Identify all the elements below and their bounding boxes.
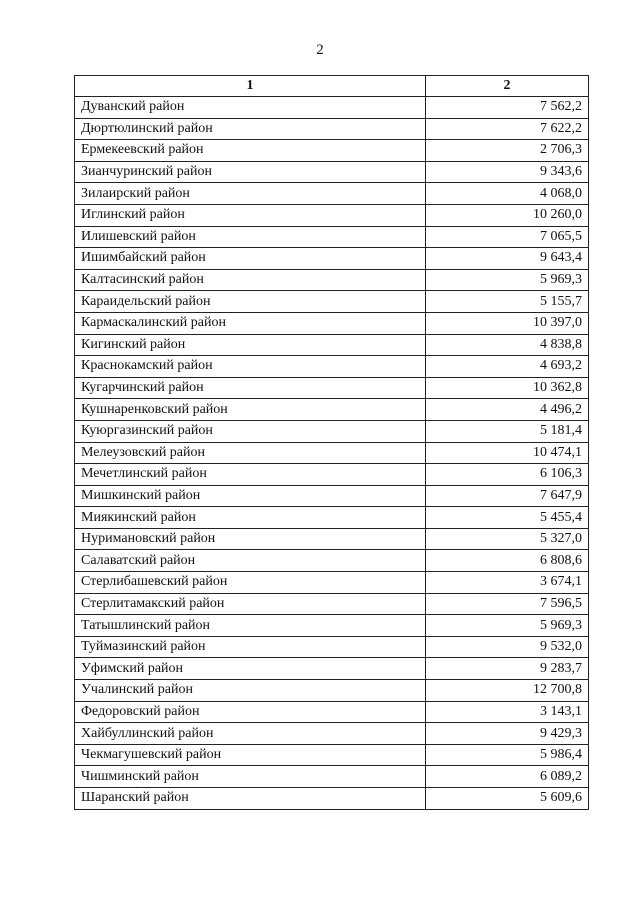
- value-cell: 7 065,5: [426, 226, 589, 248]
- district-name-cell: Ишимбайский район: [75, 248, 426, 270]
- district-name-cell: Хайбуллинский район: [75, 723, 426, 745]
- column-header-2: 2: [426, 76, 589, 97]
- table-row: [75, 356, 589, 378]
- table-row: [75, 615, 589, 637]
- value-cell: 5 969,3: [426, 269, 589, 291]
- district-name-cell: Калтасинский район: [75, 269, 426, 291]
- value-cell: 9 532,0: [426, 636, 589, 658]
- district-name-cell: Стерлибашевский район: [75, 572, 426, 594]
- table-row: [75, 572, 589, 594]
- table-row: [75, 377, 589, 399]
- value-cell: 5 455,4: [426, 507, 589, 529]
- district-name-cell: Чекмагушевский район: [75, 744, 426, 766]
- value-cell: 4 068,0: [426, 183, 589, 205]
- table-row: [75, 744, 589, 766]
- value-cell: 9 429,3: [426, 723, 589, 745]
- district-name-cell: Куюргазинский район: [75, 420, 426, 442]
- value-cell: 7 622,2: [426, 118, 589, 140]
- value-cell: 2 706,3: [426, 140, 589, 162]
- district-name-cell: Кугарчинский район: [75, 377, 426, 399]
- district-name-cell: Туймазинский район: [75, 636, 426, 658]
- column-header-1: 1: [75, 76, 426, 97]
- district-name-cell: Иглинский район: [75, 204, 426, 226]
- table-row: [75, 442, 589, 464]
- table-row: [75, 248, 589, 270]
- table-row: [75, 97, 589, 119]
- page-number: 2: [316, 42, 324, 58]
- district-name-cell: Дюртюлинский район: [75, 118, 426, 140]
- value-cell: 10 362,8: [426, 377, 589, 399]
- district-name-cell: Краснокамский район: [75, 356, 426, 378]
- district-name-cell: Мишкинский район: [75, 485, 426, 507]
- district-name-cell: Миякинский район: [75, 507, 426, 529]
- district-name-cell: Кушнаренковский район: [75, 399, 426, 421]
- table-row: [75, 140, 589, 162]
- district-name-cell: Кармаскалинский район: [75, 312, 426, 334]
- table-row: [75, 636, 589, 658]
- district-name-cell: Учалинский район: [75, 680, 426, 702]
- table-row: [75, 593, 589, 615]
- value-cell: 10 474,1: [426, 442, 589, 464]
- table-row: [75, 528, 589, 550]
- district-name-cell: Дуванский район: [75, 97, 426, 119]
- value-cell: 3 674,1: [426, 572, 589, 594]
- table-row: [75, 507, 589, 529]
- value-cell: 7 562,2: [426, 97, 589, 119]
- table-body: [75, 97, 589, 810]
- district-name-cell: Караидельский район: [75, 291, 426, 313]
- table-row: [75, 204, 589, 226]
- table-row: [75, 464, 589, 486]
- value-cell: 9 283,7: [426, 658, 589, 680]
- district-name-cell: Стерлитамакский район: [75, 593, 426, 615]
- district-name-cell: Илишевский район: [75, 226, 426, 248]
- value-cell: 7 647,9: [426, 485, 589, 507]
- table-row: [75, 766, 589, 788]
- district-table: [74, 75, 589, 810]
- table-row: [75, 226, 589, 248]
- table-row: [75, 183, 589, 205]
- district-name-cell: Шаранский район: [75, 788, 426, 810]
- table-row: [75, 118, 589, 140]
- value-cell: 5 969,3: [426, 615, 589, 637]
- district-name-cell: Кигинский район: [75, 334, 426, 356]
- table-row: [75, 680, 589, 702]
- value-cell: 12 700,8: [426, 680, 589, 702]
- district-name-cell: Зианчуринский район: [75, 161, 426, 183]
- table-row: [75, 550, 589, 572]
- value-cell: 6 089,2: [426, 766, 589, 788]
- value-cell: 5 155,7: [426, 291, 589, 313]
- table-row: [75, 291, 589, 313]
- value-cell: 6 106,3: [426, 464, 589, 486]
- district-name-cell: Чишминский район: [75, 766, 426, 788]
- table-row: [75, 701, 589, 723]
- table-row: [75, 723, 589, 745]
- value-cell: 4 838,8: [426, 334, 589, 356]
- district-name-cell: Татышлинский район: [75, 615, 426, 637]
- table-row: [75, 399, 589, 421]
- table-row: [75, 788, 589, 810]
- value-cell: 9 643,4: [426, 248, 589, 270]
- value-cell: 9 343,6: [426, 161, 589, 183]
- value-cell: 4 693,2: [426, 356, 589, 378]
- district-name-cell: Мечетлинский район: [75, 464, 426, 486]
- value-cell: 7 596,5: [426, 593, 589, 615]
- district-name-cell: Мелеузовский район: [75, 442, 426, 464]
- value-cell: 5 609,6: [426, 788, 589, 810]
- table-row: [75, 161, 589, 183]
- table-row: [75, 269, 589, 291]
- value-cell: 10 260,0: [426, 204, 589, 226]
- district-name-cell: Салаватский район: [75, 550, 426, 572]
- district-name-cell: Уфимский район: [75, 658, 426, 680]
- value-cell: 3 143,1: [426, 701, 589, 723]
- value-cell: 5 986,4: [426, 744, 589, 766]
- district-name-cell: Федоровский район: [75, 701, 426, 723]
- table-row: [75, 420, 589, 442]
- table-row: [75, 485, 589, 507]
- table-header-row: [75, 76, 589, 97]
- value-cell: 6 808,6: [426, 550, 589, 572]
- district-name-cell: Ермекеевский район: [75, 140, 426, 162]
- value-cell: 5 181,4: [426, 420, 589, 442]
- district-name-cell: Зилаирский район: [75, 183, 426, 205]
- table-row: [75, 658, 589, 680]
- value-cell: 5 327,0: [426, 528, 589, 550]
- value-cell: 10 397,0: [426, 312, 589, 334]
- value-cell: 4 496,2: [426, 399, 589, 421]
- district-name-cell: Нуримановский район: [75, 528, 426, 550]
- table-row: [75, 334, 589, 356]
- table-row: [75, 312, 589, 334]
